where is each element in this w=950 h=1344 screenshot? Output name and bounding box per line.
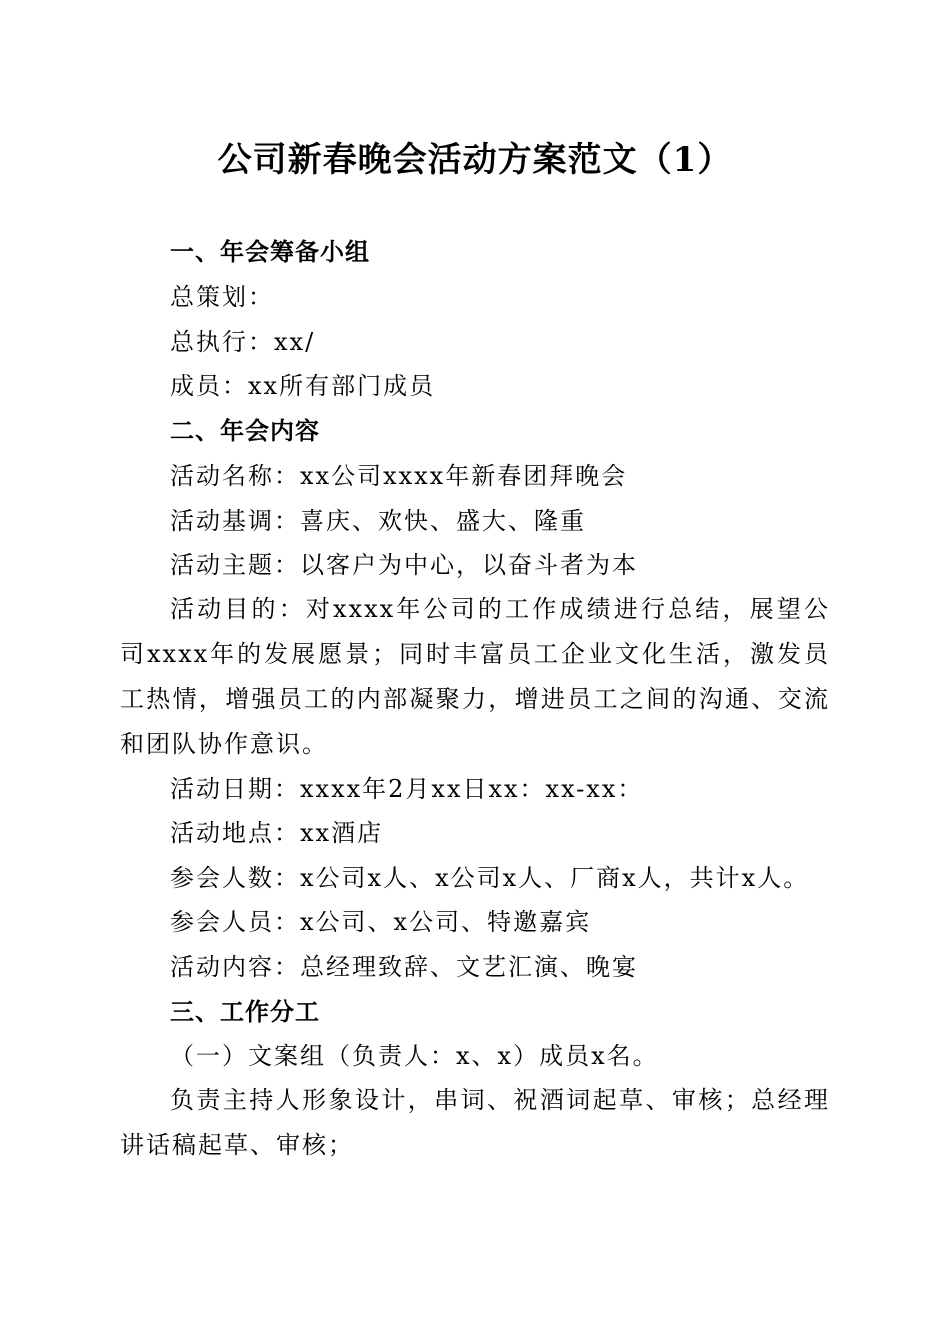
text-line: 活动日期：xxxx年2月xx日xx：xx-xx： [170,775,644,803]
text-line: 活动地点：xx酒店 [170,819,384,847]
purpose-paragraph: 活动目的：对xxxx年公司的工作成绩进行总结，展望公司xxxx年的发展愿景；同时丰富员工企业文化生活，激发员工热情，增强员工的内部凝聚力，增进员工之间的沟通、交流和团队协作意识。 [120,595,830,758]
text-line: 总策划： [170,283,274,311]
text-line: 活动内容：总经理致辞、文艺汇演、晚宴 [170,953,638,981]
subsection-heading: （一）文案组（负责人：x、x）成员x名。 [170,1042,659,1070]
text-line: 成员：xx所有部门成员 [170,372,436,400]
text-line: 活动主题：以客户为中心，以奋斗者为本 [170,551,638,579]
section-heading-3: 三、工作分工 [170,998,320,1026]
section-heading-1: 一、年会筹备小组 [170,238,370,266]
document-title: 公司新春晚会活动方案范文（1） [217,140,733,180]
duty-paragraph: 负责主持人形象设计，串词、祝酒词起草、审核；总经理讲话稿起草、审核； [120,1086,830,1159]
section-heading-2: 二、年会内容 [170,417,320,445]
text-line: 参会人员：x公司、x公司、特邀嘉宾 [170,908,592,936]
text-line: 参会人数：x公司x人、x公司x人、厂商x人，共计x人。 [170,864,810,892]
text-line: 总执行：xx/ [170,328,316,356]
text-line: 活动名称：xx公司xxxx年新春团拜晚会 [170,462,628,490]
text-line: 活动基调：喜庆、欢快、盛大、隆重 [170,507,586,535]
